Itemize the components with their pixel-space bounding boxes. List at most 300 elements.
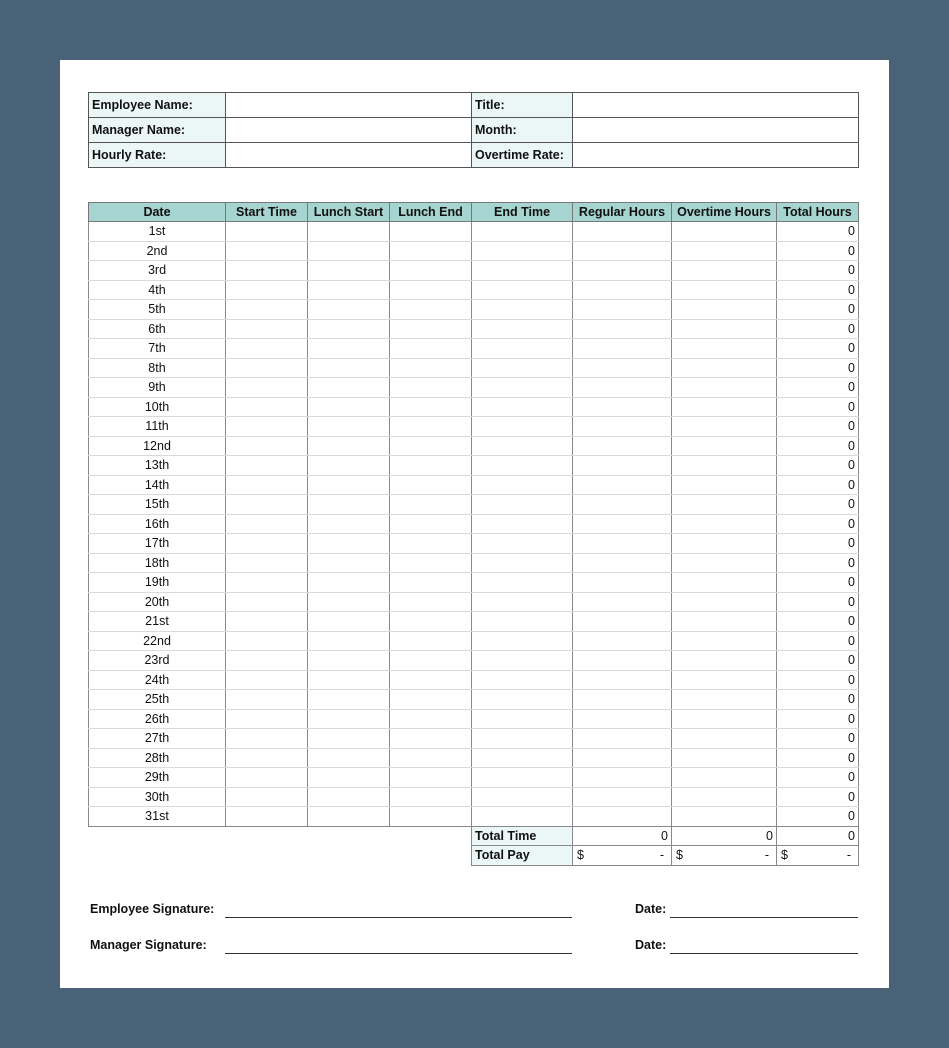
title-label: Title: [472, 93, 573, 118]
table-row [89, 280, 859, 300]
date-cell: 1st [89, 222, 226, 242]
column-header-lunch-start: Lunch Start [308, 203, 390, 222]
regular-hours-cell[interactable] [573, 514, 672, 534]
overtime-hours-cell[interactable] [672, 475, 777, 495]
total-pay-total [777, 846, 859, 866]
lunch-start-cell[interactable] [308, 709, 390, 729]
end-time-cell[interactable] [472, 592, 573, 612]
overtime-hours-cell[interactable] [672, 378, 777, 398]
table-row [89, 709, 859, 729]
table-row [89, 729, 859, 749]
date-cell: 4th [89, 280, 226, 300]
regular-hours-cell[interactable] [573, 436, 672, 456]
regular-hours-cell[interactable] [573, 456, 672, 476]
overtime-hours-cell[interactable] [672, 417, 777, 437]
total-hours-cell: 0 [777, 553, 859, 573]
lunch-end-cell[interactable] [390, 651, 472, 671]
regular-hours-cell[interactable] [573, 807, 672, 827]
employee-date-line[interactable] [670, 917, 858, 918]
lunch-end-cell[interactable] [390, 553, 472, 573]
start-time-cell[interactable] [226, 495, 308, 515]
start-time-cell[interactable] [226, 319, 308, 339]
table-row [89, 631, 859, 651]
currency-symbol: $ [676, 848, 683, 863]
lunch-end-cell[interactable] [390, 397, 472, 417]
end-time-cell[interactable] [472, 475, 573, 495]
start-time-cell[interactable] [226, 651, 308, 671]
lunch-end-cell[interactable] [390, 456, 472, 476]
end-time-cell[interactable] [472, 280, 573, 300]
end-time-cell[interactable] [472, 690, 573, 710]
table-row [89, 475, 859, 495]
overtime-hours-cell[interactable] [672, 787, 777, 807]
regular-hours-cell[interactable] [573, 631, 672, 651]
lunch-end-cell[interactable] [390, 807, 472, 827]
date-cell: 28th [89, 748, 226, 768]
lunch-start-cell[interactable] [308, 592, 390, 612]
regular-hours-cell[interactable] [573, 495, 672, 515]
employee-name-field[interactable] [226, 93, 472, 118]
start-time-cell[interactable] [226, 592, 308, 612]
end-time-cell[interactable] [472, 807, 573, 827]
lunch-end-cell[interactable] [390, 378, 472, 398]
regular-hours-cell[interactable] [573, 358, 672, 378]
total-hours-cell: 0 [777, 319, 859, 339]
lunch-end-cell[interactable] [390, 280, 472, 300]
end-time-cell[interactable] [472, 241, 573, 261]
end-time-cell[interactable] [472, 417, 573, 437]
end-time-cell[interactable] [472, 553, 573, 573]
end-time-cell[interactable] [472, 495, 573, 515]
total-hours-cell: 0 [777, 475, 859, 495]
overtime-hours-cell[interactable] [672, 553, 777, 573]
table-row [89, 690, 859, 710]
manager-name-label: Manager Name: [89, 118, 226, 143]
date-cell: 25th [89, 690, 226, 710]
lunch-end-cell[interactable] [390, 768, 472, 788]
lunch-end-cell[interactable] [390, 787, 472, 807]
end-time-cell[interactable] [472, 612, 573, 632]
overtime-hours-cell[interactable] [672, 592, 777, 612]
manager-signature-line[interactable] [225, 953, 572, 954]
start-time-cell[interactable] [226, 612, 308, 632]
table-row [89, 592, 859, 612]
timesheet-page [60, 60, 889, 988]
start-time-cell[interactable] [226, 397, 308, 417]
overtime-hours-cell[interactable] [672, 436, 777, 456]
start-time-cell[interactable] [226, 553, 308, 573]
start-time-cell[interactable] [226, 300, 308, 320]
date-cell: 10th [89, 397, 226, 417]
total-hours-cell: 0 [777, 690, 859, 710]
end-time-cell[interactable] [472, 787, 573, 807]
overtime-hours-cell[interactable] [672, 573, 777, 593]
date-cell: 11th [89, 417, 226, 437]
month-field[interactable] [573, 118, 859, 143]
overtime-hours-cell[interactable] [672, 631, 777, 651]
hourly-rate-label: Hourly Rate: [89, 143, 226, 168]
total-hours-cell: 0 [777, 670, 859, 690]
start-time-cell[interactable] [226, 690, 308, 710]
column-header-regular-hours: Regular Hours [573, 203, 672, 222]
start-time-cell[interactable] [226, 436, 308, 456]
table-row [89, 651, 859, 671]
total-hours-cell: 0 [777, 612, 859, 632]
overtime-hours-cell[interactable] [672, 339, 777, 359]
table-row [89, 612, 859, 632]
total-time-label: Total Time [472, 826, 573, 846]
lunch-end-cell[interactable] [390, 339, 472, 359]
start-time-cell[interactable] [226, 417, 308, 437]
employee-signature-row [90, 898, 858, 918]
lunch-end-cell[interactable] [390, 241, 472, 261]
column-header-start-time: Start Time [226, 203, 308, 222]
title-field[interactable] [573, 93, 859, 118]
lunch-start-cell[interactable] [308, 651, 390, 671]
column-header-lunch-end: Lunch End [390, 203, 472, 222]
end-time-cell[interactable] [472, 319, 573, 339]
overtime-hours-cell[interactable] [672, 612, 777, 632]
regular-hours-cell[interactable] [573, 280, 672, 300]
total-hours-cell: 0 [777, 495, 859, 515]
overtime-hours-cell[interactable] [672, 709, 777, 729]
start-time-cell[interactable] [226, 787, 308, 807]
total-hours-cell: 0 [777, 358, 859, 378]
regular-hours-cell[interactable] [573, 417, 672, 437]
hourly-rate-field[interactable] [226, 143, 472, 168]
lunch-end-cell[interactable] [390, 709, 472, 729]
end-time-cell[interactable] [472, 378, 573, 398]
overtime-hours-cell[interactable] [672, 768, 777, 788]
table-row [89, 495, 859, 515]
lunch-start-cell[interactable] [308, 748, 390, 768]
date-cell: 14th [89, 475, 226, 495]
total-hours-cell: 0 [777, 631, 859, 651]
date-cell: 5th [89, 300, 226, 320]
lunch-end-cell[interactable] [390, 573, 472, 593]
regular-hours-cell[interactable] [573, 612, 672, 632]
total-hours-cell: 0 [777, 514, 859, 534]
total-hours-cell: 0 [777, 261, 859, 281]
date-cell: 19th [89, 573, 226, 593]
end-time-cell[interactable] [472, 534, 573, 554]
end-time-cell[interactable] [472, 631, 573, 651]
regular-hours-cell[interactable] [573, 768, 672, 788]
table-row [89, 553, 859, 573]
manager-date-label: Date: [635, 938, 667, 952]
lunch-end-cell[interactable] [390, 475, 472, 495]
lunch-end-cell[interactable] [390, 631, 472, 651]
total-pay-regular [573, 846, 672, 866]
overtime-rate-label: Overtime Rate: [472, 143, 573, 168]
end-time-cell[interactable] [472, 768, 573, 788]
total-hours-cell: 0 [777, 300, 859, 320]
overtime-hours-cell[interactable] [672, 222, 777, 242]
lunch-start-cell[interactable] [308, 222, 390, 242]
lunch-start-cell[interactable] [308, 514, 390, 534]
end-time-cell[interactable] [472, 709, 573, 729]
lunch-start-cell[interactable] [308, 631, 390, 651]
date-cell: 26th [89, 709, 226, 729]
lunch-start-cell[interactable] [308, 475, 390, 495]
lunch-start-cell[interactable] [308, 690, 390, 710]
start-time-cell[interactable] [226, 709, 308, 729]
start-time-cell[interactable] [226, 807, 308, 827]
table-row [89, 456, 859, 476]
lunch-start-cell[interactable] [308, 553, 390, 573]
lunch-start-cell[interactable] [308, 534, 390, 554]
manager-signature-row [90, 934, 858, 954]
lunch-end-cell[interactable] [390, 670, 472, 690]
overtime-hours-cell[interactable] [672, 495, 777, 515]
date-cell: 7th [89, 339, 226, 359]
end-time-cell[interactable] [472, 300, 573, 320]
regular-hours-cell[interactable] [573, 709, 672, 729]
date-cell: 12nd [89, 436, 226, 456]
total-hours-cell: 0 [777, 417, 859, 437]
lunch-end-cell[interactable] [390, 592, 472, 612]
start-time-cell[interactable] [226, 670, 308, 690]
manager-date-line[interactable] [670, 953, 858, 954]
regular-hours-cell[interactable] [573, 573, 672, 593]
date-cell: 27th [89, 729, 226, 749]
lunch-start-cell[interactable] [308, 280, 390, 300]
overtime-hours-cell[interactable] [672, 397, 777, 417]
regular-hours-cell[interactable] [573, 475, 672, 495]
employee-signature-line[interactable] [225, 917, 572, 918]
start-time-cell[interactable] [226, 241, 308, 261]
total-hours-cell: 0 [777, 787, 859, 807]
total-hours-cell: 0 [777, 807, 859, 827]
currency-symbol: $ [781, 848, 788, 863]
lunch-end-cell[interactable] [390, 300, 472, 320]
start-time-cell[interactable] [226, 534, 308, 554]
overtime-hours-cell[interactable] [672, 261, 777, 281]
lunch-start-cell[interactable] [308, 495, 390, 515]
lunch-start-cell[interactable] [308, 319, 390, 339]
start-time-cell[interactable] [226, 280, 308, 300]
regular-hours-cell[interactable] [573, 378, 672, 398]
date-cell: 16th [89, 514, 226, 534]
date-cell: 31st [89, 807, 226, 827]
lunch-start-cell[interactable] [308, 378, 390, 398]
table-row [89, 807, 859, 827]
overtime-hours-cell[interactable] [672, 241, 777, 261]
overtime-hours-cell[interactable] [672, 651, 777, 671]
employee-date-label: Date: [635, 902, 667, 916]
total-hours-cell: 0 [777, 222, 859, 242]
total-pay-overtime [672, 846, 777, 866]
date-cell: 22nd [89, 631, 226, 651]
overtime-hours-cell[interactable] [672, 729, 777, 749]
total-hours-cell: 0 [777, 573, 859, 593]
pay-value: - [764, 848, 769, 863]
table-row [89, 573, 859, 593]
overtime-hours-cell[interactable] [672, 456, 777, 476]
overtime-hours-cell[interactable] [672, 280, 777, 300]
lunch-start-cell[interactable] [308, 670, 390, 690]
table-row [89, 436, 859, 456]
start-time-cell[interactable] [226, 631, 308, 651]
regular-hours-cell[interactable] [573, 300, 672, 320]
lunch-end-cell[interactable] [390, 417, 472, 437]
regular-hours-cell[interactable] [573, 670, 672, 690]
table-row [89, 787, 859, 807]
start-time-cell[interactable] [226, 475, 308, 495]
employee-info-table [88, 92, 859, 168]
regular-hours-cell[interactable] [573, 729, 672, 749]
end-time-cell[interactable] [472, 748, 573, 768]
regular-hours-cell[interactable] [573, 748, 672, 768]
lunch-start-cell[interactable] [308, 436, 390, 456]
total-spacer [89, 826, 472, 846]
lunch-end-cell[interactable] [390, 222, 472, 242]
end-time-cell[interactable] [472, 436, 573, 456]
lunch-start-cell[interactable] [308, 339, 390, 359]
date-cell: 24th [89, 670, 226, 690]
lunch-end-cell[interactable] [390, 748, 472, 768]
total-time-regular: 0 [573, 826, 672, 846]
lunch-start-cell[interactable] [308, 261, 390, 281]
column-header-total-hours: Total Hours [777, 203, 859, 222]
end-time-cell[interactable] [472, 514, 573, 534]
overtime-hours-cell[interactable] [672, 514, 777, 534]
end-time-cell[interactable] [472, 397, 573, 417]
date-cell: 21st [89, 612, 226, 632]
lunch-start-cell[interactable] [308, 358, 390, 378]
table-row [89, 417, 859, 437]
start-time-cell[interactable] [226, 729, 308, 749]
start-time-cell[interactable] [226, 378, 308, 398]
lunch-end-cell[interactable] [390, 495, 472, 515]
table-row [89, 300, 859, 320]
start-time-cell[interactable] [226, 573, 308, 593]
lunch-start-cell[interactable] [308, 787, 390, 807]
lunch-end-cell[interactable] [390, 319, 472, 339]
regular-hours-cell[interactable] [573, 222, 672, 242]
lunch-end-cell[interactable] [390, 358, 472, 378]
lunch-end-cell[interactable] [390, 612, 472, 632]
regular-hours-cell[interactable] [573, 261, 672, 281]
table-row [89, 319, 859, 339]
end-time-cell[interactable] [472, 339, 573, 359]
end-time-cell[interactable] [472, 358, 573, 378]
end-time-cell[interactable] [472, 729, 573, 749]
manager-name-field[interactable] [226, 118, 472, 143]
regular-hours-cell[interactable] [573, 241, 672, 261]
lunch-start-cell[interactable] [308, 417, 390, 437]
overtime-hours-cell[interactable] [672, 358, 777, 378]
end-time-cell[interactable] [472, 670, 573, 690]
regular-hours-cell[interactable] [573, 553, 672, 573]
table-row [89, 534, 859, 554]
start-time-cell[interactable] [226, 456, 308, 476]
lunch-start-cell[interactable] [308, 612, 390, 632]
regular-hours-cell[interactable] [573, 651, 672, 671]
total-time-row [89, 826, 859, 846]
date-cell: 15th [89, 495, 226, 515]
timesheet-table [88, 202, 859, 866]
start-time-cell[interactable] [226, 339, 308, 359]
regular-hours-cell[interactable] [573, 787, 672, 807]
regular-hours-cell[interactable] [573, 690, 672, 710]
start-time-cell[interactable] [226, 768, 308, 788]
end-time-cell[interactable] [472, 573, 573, 593]
lunch-start-cell[interactable] [308, 241, 390, 261]
date-cell: 17th [89, 534, 226, 554]
overtime-hours-cell[interactable] [672, 300, 777, 320]
total-hours-cell: 0 [777, 280, 859, 300]
total-hours-cell: 0 [777, 651, 859, 671]
end-time-cell[interactable] [472, 456, 573, 476]
lunch-start-cell[interactable] [308, 729, 390, 749]
end-time-cell[interactable] [472, 222, 573, 242]
start-time-cell[interactable] [226, 514, 308, 534]
pay-spacer [89, 846, 472, 866]
lunch-start-cell[interactable] [308, 768, 390, 788]
end-time-cell[interactable] [472, 261, 573, 281]
total-hours-cell: 0 [777, 436, 859, 456]
start-time-cell[interactable] [226, 261, 308, 281]
overtime-hours-cell[interactable] [672, 534, 777, 554]
date-cell: 29th [89, 768, 226, 788]
lunch-end-cell[interactable] [390, 514, 472, 534]
regular-hours-cell[interactable] [573, 397, 672, 417]
regular-hours-cell[interactable] [573, 592, 672, 612]
pay-value: - [846, 848, 851, 863]
overtime-hours-cell[interactable] [672, 319, 777, 339]
lunch-start-cell[interactable] [308, 456, 390, 476]
end-time-cell[interactable] [472, 651, 573, 671]
start-time-cell[interactable] [226, 222, 308, 242]
overtime-hours-cell[interactable] [672, 748, 777, 768]
currency-symbol: $ [577, 848, 584, 863]
start-time-cell[interactable] [226, 358, 308, 378]
lunch-end-cell[interactable] [390, 261, 472, 281]
lunch-end-cell[interactable] [390, 690, 472, 710]
regular-hours-cell[interactable] [573, 339, 672, 359]
overtime-hours-cell[interactable] [672, 807, 777, 827]
date-cell: 3rd [89, 261, 226, 281]
total-hours-cell: 0 [777, 729, 859, 749]
total-hours-cell: 0 [777, 397, 859, 417]
start-time-cell[interactable] [226, 748, 308, 768]
lunch-start-cell[interactable] [308, 300, 390, 320]
overtime-hours-cell[interactable] [672, 670, 777, 690]
overtime-hours-cell[interactable] [672, 690, 777, 710]
lunch-end-cell[interactable] [390, 534, 472, 554]
lunch-start-cell[interactable] [308, 807, 390, 827]
total-hours-cell: 0 [777, 456, 859, 476]
lunch-end-cell[interactable] [390, 436, 472, 456]
regular-hours-cell[interactable] [573, 534, 672, 554]
total-hours-cell: 0 [777, 534, 859, 554]
table-row [89, 768, 859, 788]
total-pay-row [89, 846, 859, 866]
table-row [89, 670, 859, 690]
overtime-rate-field[interactable] [573, 143, 859, 168]
lunch-end-cell[interactable] [390, 729, 472, 749]
column-header-overtime-hours: Overtime Hours [672, 203, 777, 222]
table-row [89, 241, 859, 261]
lunch-start-cell[interactable] [308, 573, 390, 593]
lunch-start-cell[interactable] [308, 397, 390, 417]
month-label: Month: [472, 118, 573, 143]
date-cell: 8th [89, 358, 226, 378]
date-cell: 20th [89, 592, 226, 612]
regular-hours-cell[interactable] [573, 319, 672, 339]
column-header-date: Date [89, 203, 226, 222]
